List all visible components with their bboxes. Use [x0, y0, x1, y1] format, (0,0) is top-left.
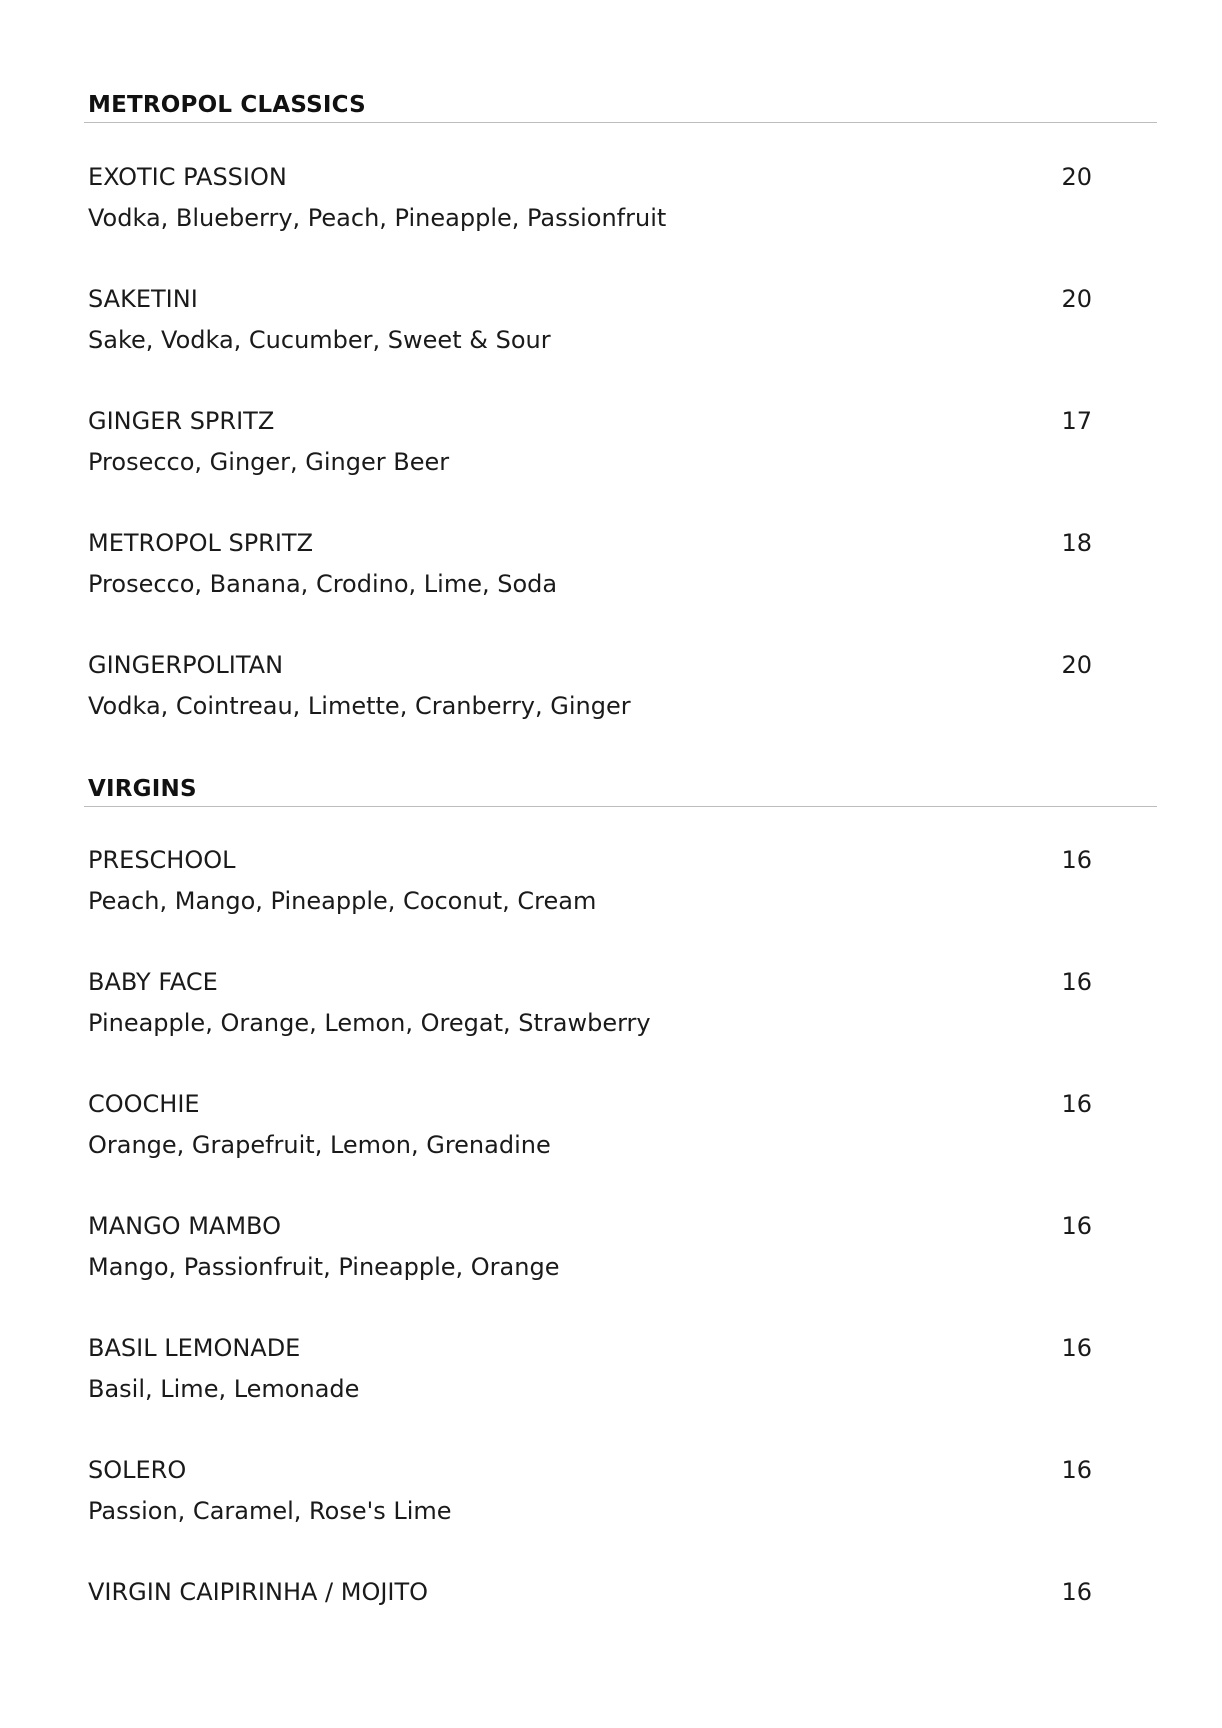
item-price: 16 [1061, 968, 1092, 996]
section-header-metropol-classics [84, 88, 1157, 123]
item-name: MANGO MAMBO [88, 1212, 281, 1240]
item-price: 20 [1061, 163, 1092, 191]
item-name: GINGER SPRITZ [88, 407, 275, 435]
item-name: BASIL LEMONADE [88, 1334, 301, 1362]
section-title: METROPOL CLASSICS [88, 92, 366, 118]
item-price: 17 [1061, 407, 1092, 435]
item-name: BABY FACE [88, 968, 218, 996]
item-description: Mango, Passionfruit, Pineapple, Orange [88, 1253, 560, 1281]
item-name: GINGERPOLITAN [88, 651, 284, 679]
item-price: 20 [1061, 285, 1092, 313]
item-description: Passion, Caramel, Rose's Lime [88, 1497, 452, 1525]
item-description: Sake, Vodka, Cucumber, Sweet & Sour [88, 326, 551, 354]
item-name: PRESCHOOL [88, 846, 236, 874]
item-name: VIRGIN CAIPIRINHA / MOJITO [88, 1578, 429, 1606]
item-name: SOLERO [88, 1456, 187, 1484]
section-title: VIRGINS [88, 776, 197, 802]
item-description: Prosecco, Ginger, Ginger Beer [88, 448, 450, 476]
item-description: Prosecco, Banana, Crodino, Lime, Soda [88, 570, 558, 598]
item-description: Peach, Mango, Pineapple, Coconut, Cream [88, 887, 597, 915]
item-description: Vodka, Cointreau, Limette, Cranberry, Ginger [88, 692, 631, 720]
item-description: Orange, Grapefruit, Lemon, Grenadine [88, 1131, 551, 1159]
item-price: 20 [1061, 651, 1092, 679]
item-description: Basil, Lime, Lemonade [88, 1375, 360, 1403]
item-description: Pineapple, Orange, Lemon, Oregat, Strawberry [88, 1009, 651, 1037]
item-price: 16 [1061, 1578, 1092, 1606]
item-price: 16 [1061, 1334, 1092, 1362]
item-price: 16 [1061, 1090, 1092, 1118]
item-name: METROPOL SPRITZ [88, 529, 314, 557]
section-header-virgins [84, 772, 1157, 807]
item-name: SAKETINI [88, 285, 198, 313]
item-name: COOCHIE [88, 1090, 200, 1118]
item-price: 16 [1061, 1212, 1092, 1240]
item-price: 16 [1061, 1456, 1092, 1484]
item-price: 18 [1061, 529, 1092, 557]
item-price: 16 [1061, 846, 1092, 874]
item-description: Vodka, Blueberry, Peach, Pineapple, Passionfruit [88, 204, 667, 232]
item-name: EXOTIC PASSION [88, 163, 287, 191]
